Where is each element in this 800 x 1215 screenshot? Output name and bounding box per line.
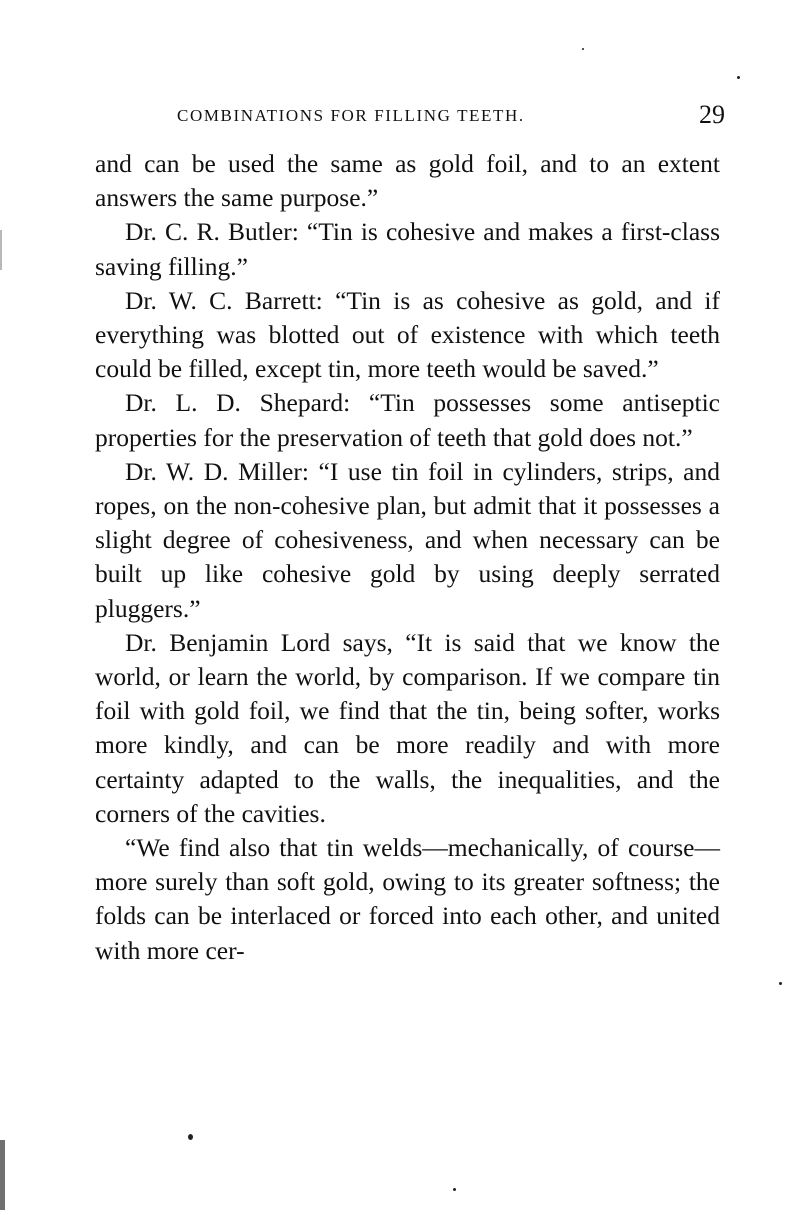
paragraph-shepard-quote: Dr. L. D. Shepard: “Tin possesses some antiseptic properties for the preservation of teeth that gold does not.” — [95, 388, 720, 452]
paragraph-continuation: and can be used the same as gold foil, and to an extent answers the same purpose.” — [95, 149, 720, 213]
scan-speck — [188, 1134, 193, 1140]
scan-edge-mark — [0, 230, 2, 270]
scan-speck — [453, 1188, 456, 1191]
paragraph-butler-quote: Dr. C. R. Butler: “Tin is cohesive and makes a first-class saving filling.” — [95, 217, 720, 281]
paragraph-lord-quote-continued: “We find also that tin welds—mechanically, of course—more surely than soft gold, owing to its greater softness; the folds can be interlaced or forced into each other, and united with more cer- — [95, 833, 720, 965]
scan-speck — [582, 48, 584, 50]
running-header — [95, 100, 725, 140]
scan-edge-mark — [0, 1140, 5, 1210]
page-number: 29 — [699, 100, 725, 129]
paragraph-miller-quote: Dr. W. D. Miller: “I use tin foil in cylinders, strips, and ropes, on the non-cohesive plan, but admit that it possesses a slight degree of cohesiveness, and when necessary can be built up like cohesive gold by using deeply serrated pluggers.” — [95, 456, 720, 623]
scan-speck — [737, 76, 740, 79]
paragraph-lord-quote: Dr. Benjamin Lord says, “It is said that we know the world, or learn the world, by comparison. If we compare tin foil with gold foil, we find that the tin, being softer, works more kindly, and can be more readily and with more certainty adapted to the walls, the inequalities, and the corners of the cavities. — [95, 627, 720, 828]
paragraph-barrett-quote: Dr. W. C. Barrett: “Tin is as cohesive as gold, and if everything was blotted out of existence with which teeth could be filled, except tin, more teeth would be saved.” — [95, 285, 720, 384]
running-title: COMBINATIONS FOR FILLING TEETH. — [177, 106, 525, 125]
body-text — [95, 147, 720, 968]
scan-speck — [779, 982, 782, 985]
